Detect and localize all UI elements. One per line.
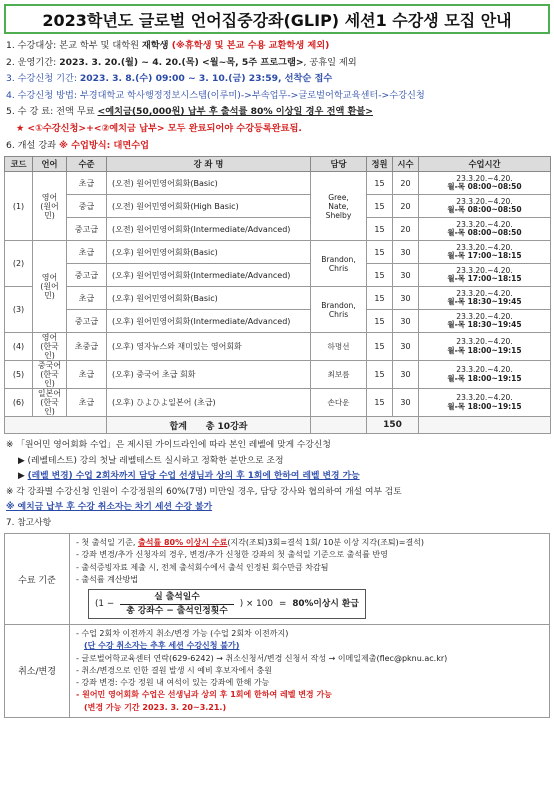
cancel-label: 취소/변경 [5, 624, 70, 717]
course-language: 중국어 (한국인) [33, 361, 67, 389]
course-hours: 20 [393, 172, 419, 195]
course-capacity: 15 [367, 195, 393, 218]
course-level: 초중급 [67, 333, 107, 361]
course-hours-range: 월-목 17:00~18:15 [447, 251, 522, 261]
course-instructor: 최보름 [311, 361, 367, 389]
course-code: (6) [5, 389, 33, 417]
course-row [5, 310, 551, 333]
course-language: 영어 (원어민) [33, 241, 67, 333]
course-row [5, 172, 551, 195]
course-level: 중고급 [67, 264, 107, 287]
course-hours: 30 [393, 389, 419, 417]
course-name: (오후) 원어민영어회화(Basic) [107, 287, 311, 310]
course-name: (오후) 원어민영어회화(Intermediate/Advanced) [107, 310, 311, 333]
course-instructor: Brandon, Chris [311, 287, 367, 333]
info-target: 1. 수강대상: 본교 학부 및 대학원 재학생 (※휴학생 및 본교 수용 교환학생 제외) [6, 40, 330, 51]
course-instructor: 하명선 [311, 333, 367, 361]
course-dates: 23.3.20.~4.20. [456, 242, 513, 252]
course-hours-range: 월-목 17:00~18:15 [447, 274, 522, 284]
course-capacity: 15 [367, 241, 393, 264]
course-code: (3) [5, 287, 33, 333]
reference-row-cancel [5, 624, 550, 717]
course-level: 중급 [67, 195, 107, 218]
course-table [4, 156, 551, 434]
header-class-time: 수업시간 [419, 157, 551, 172]
completion-body: - 첫 출석일 기준, 출석률 80% 이상시 수료(지각(조퇴)3회=결석 1회/ 10분 이상 지각(조퇴)=결석) - 강좌 변경/추가 신청자의 경우, 변경/추가 신청한 강좌의 첫 출석일 기준으로 출석률 반영 - 출석증빙자료 제출 시, 전체 출석회수에서 출석 인정된 회수만큼 차감됨 - 출석률 계산방법 (1 − $\frac{\text{실 출석일수}}{\text{총 강좌수 − 출석인정횟수}}$ ) × 100 = 80%이상시 환급 [70, 534, 550, 625]
course-capacity: 15 [367, 218, 393, 241]
course-level: 중고급 [67, 310, 107, 333]
course-code: (2) [5, 241, 33, 287]
course-dates: 23.3.20.~4.20. [456, 311, 513, 321]
info-fee-note: ★ <①수강신청>+<②예치금 납부> 모두 완료되어야 수강등록완료됨. [16, 122, 302, 134]
course-row [5, 361, 551, 389]
reference-row-completion [5, 534, 550, 625]
section-references-heading: 7. 참고사항 [6, 517, 52, 528]
course-row [5, 241, 551, 264]
course-hours-range: 월-목 08:00~08:50 [447, 182, 522, 192]
course-code: (4) [5, 333, 33, 361]
course-level: 중고급 [67, 218, 107, 241]
course-time [419, 218, 551, 241]
course-time [419, 310, 551, 333]
info-registration-period: 3. 수강신청 기간: 2023. 3. 8.(수) 09:00 ~ 3. 10.(금) 23:59, 선착순 접수 [6, 73, 333, 85]
course-hours: 20 [393, 195, 419, 218]
course-capacity: 15 [367, 172, 393, 195]
attendance-formula: (1 − $\frac{\text{실 출석일수}}{\text{총 강좌수 − 출석인정횟수}}$ ) × 100 = 80%이상시 환급 [88, 589, 543, 619]
course-level: 초급 [67, 241, 107, 264]
header-code: 코드 [5, 157, 33, 172]
note-native-english: ※ 「원어민 영어회화 수업」은 제시된 가이드라인에 따라 본인 레벨에 맞게 수강신청 [6, 440, 331, 451]
page-title: 2023학년도 글로벌 언어집중강좌(GLIP) 세션1 수강생 모집 안내 [4, 4, 550, 34]
course-time [419, 361, 551, 389]
notes-section [0, 434, 554, 531]
note-minimum-enrollment: ※ 각 강좌별 수강신청 인원이 수강정원의 60%(7명) 미만일 경우, 담당 강사와 협의하여 개설 여부 검토 [6, 486, 402, 497]
course-capacity: 15 [367, 264, 393, 287]
course-time [419, 241, 551, 264]
course-level: 초급 [67, 361, 107, 389]
header-instructor: 담당 [311, 157, 367, 172]
completion-label: 수료 기준 [5, 534, 70, 625]
course-capacity: 15 [367, 389, 393, 417]
course-table-header [5, 157, 551, 172]
course-dates: 23.3.20.~4.20. [456, 365, 513, 375]
course-instructor: Gree, Nate, Shelby [311, 172, 367, 241]
course-dates: 23.3.20.~4.20. [456, 173, 513, 183]
course-time [419, 172, 551, 195]
course-code: (5) [5, 361, 33, 389]
info-courses-heading: 6. 개설 강좌 ※ 수업방식: 대면수업 [6, 139, 150, 151]
course-dates: 23.3.20.~4.20. [456, 196, 513, 206]
course-capacity: 15 [367, 287, 393, 310]
course-instructor: 손다운 [311, 389, 367, 417]
course-capacity: 15 [367, 333, 393, 361]
info-period: 2. 운영기간: 2023. 3. 20.(월) ~ 4. 20.(목) <월~목, 5주 프로그램>, 공휴일 제외 [6, 56, 357, 68]
course-hours-range: 월-목 18:00~19:15 [447, 345, 522, 355]
course-hours: 30 [393, 361, 419, 389]
course-hours-range: 월-목 18:00~19:15 [447, 401, 522, 411]
course-row [5, 333, 551, 361]
total-label: 합계 총 10강좌 [107, 417, 311, 434]
course-time [419, 264, 551, 287]
course-dates: 23.3.20.~4.20. [456, 337, 513, 347]
total-capacity: 150 [367, 417, 419, 434]
course-hours-range: 월-목 08:00~08:50 [447, 228, 522, 238]
course-level: 초급 [67, 172, 107, 195]
cancel-body: - 수업 2회차 이전까지 취소/변경 가능 (수업 2회차 이전까지) (단 수강 취소자는 추후 세션 수강신청 불가) - 글로벌어학교육센터 연락(629-6242) → 취소신청서/변경 신청서 작성 → 이메일제출(flec@pknu.ac.kr) - 취소/변경으로 인한 결원 발생 시 예비 후보자에서 충원 - 강좌 변경: 수강 정원 내 여석이 있는 강좌에 한해 가능 - 원어민 영어회화 수업은 선생님과 상의 후 1회에 한하여 레벨 변경 가능 (변경 가능 기간 2023. 3. 20~3.21.) [70, 624, 550, 717]
course-hours: 30 [393, 333, 419, 361]
course-total-row [5, 417, 551, 434]
course-hours: 30 [393, 310, 419, 333]
course-name: (오전) 원어민영어회화(High Basic) [107, 195, 311, 218]
course-name: (오후) 영자뉴스와 재미있는 영어회화 [107, 333, 311, 361]
course-instructor: Brandon, Chris [311, 241, 367, 287]
course-name: (오전) 원어민영어회화(Basic) [107, 172, 311, 195]
course-level: 초급 [67, 287, 107, 310]
course-dates: 23.3.20.~4.20. [456, 393, 513, 403]
header-hours: 시수 [393, 157, 419, 172]
course-dates: 23.3.20.~4.20. [456, 288, 513, 298]
course-code: (1) [5, 172, 33, 241]
info-section [0, 34, 554, 154]
header-course-name: 강 좌 명 [107, 157, 311, 172]
course-row [5, 218, 551, 241]
note-cancel-restriction: ※ 예치금 납부 후 수강 취소자는 차기 세션 수강 불가 [6, 502, 213, 513]
note-level-test: ▶ (레벨테스트) 강의 첫날 레벨테스트 실시하고 정확한 분반으로 조정 [18, 455, 284, 466]
course-row [5, 264, 551, 287]
course-name: (오후) 원어민영어회화(Intermediate/Advanced) [107, 264, 311, 287]
course-time [419, 389, 551, 417]
header-level: 수준 [67, 157, 107, 172]
course-capacity: 15 [367, 310, 393, 333]
course-level: 초급 [67, 389, 107, 417]
course-hours: 30 [393, 241, 419, 264]
course-capacity: 15 [367, 361, 393, 389]
course-row [5, 389, 551, 417]
info-registration-method: 4. 수강신청 방법: 부경대학교 학사행정정보시스템(이루미)->부속업무->글로벌어학교육센터->수강신청 [6, 89, 425, 101]
course-hours: 30 [393, 264, 419, 287]
course-dates: 23.3.20.~4.20. [456, 265, 513, 275]
course-name: (오전) 원어민영어회화(Intermediate/Advanced) [107, 218, 311, 241]
course-dates: 23.3.20.~4.20. [456, 219, 513, 229]
course-name: (오후) ひよひよ일본어 (초급) [107, 389, 311, 417]
course-time [419, 333, 551, 361]
course-time [419, 195, 551, 218]
course-time [419, 287, 551, 310]
course-language: 영어 (한국인) [33, 333, 67, 361]
header-language: 언어 [33, 157, 67, 172]
course-hours-range: 월-목 18:30~19:45 [447, 297, 522, 307]
course-name: (오후) 원어민영어회화(Basic) [107, 241, 311, 264]
course-hours-range: 월-목 18:30~19:45 [447, 320, 522, 330]
course-language: 영어 (원어민) [33, 172, 67, 241]
course-row [5, 287, 551, 310]
course-language: 일본어 (한국인) [33, 389, 67, 417]
header-capacity: 정원 [367, 157, 393, 172]
note-level-change: ▶ (레벨 변경) 수업 2회차까지 담당 수업 선생님과 상의 후 1회에 한하여 레벨 변경 가능 [18, 471, 360, 482]
course-row [5, 195, 551, 218]
reference-table [4, 533, 550, 718]
info-fee: 5. 수 강 료: 전액 무료 <예치금(50,000원) 납부 후 출석률 80% 이상일 경우 전액 환불> [6, 106, 373, 118]
course-name: (오후) 중국어 초급 회화 [107, 361, 311, 389]
course-hours-range: 월-목 18:00~19:15 [447, 373, 522, 383]
course-hours: 30 [393, 287, 419, 310]
course-hours-range: 월-목 08:00~08:50 [447, 205, 522, 215]
course-hours: 20 [393, 218, 419, 241]
